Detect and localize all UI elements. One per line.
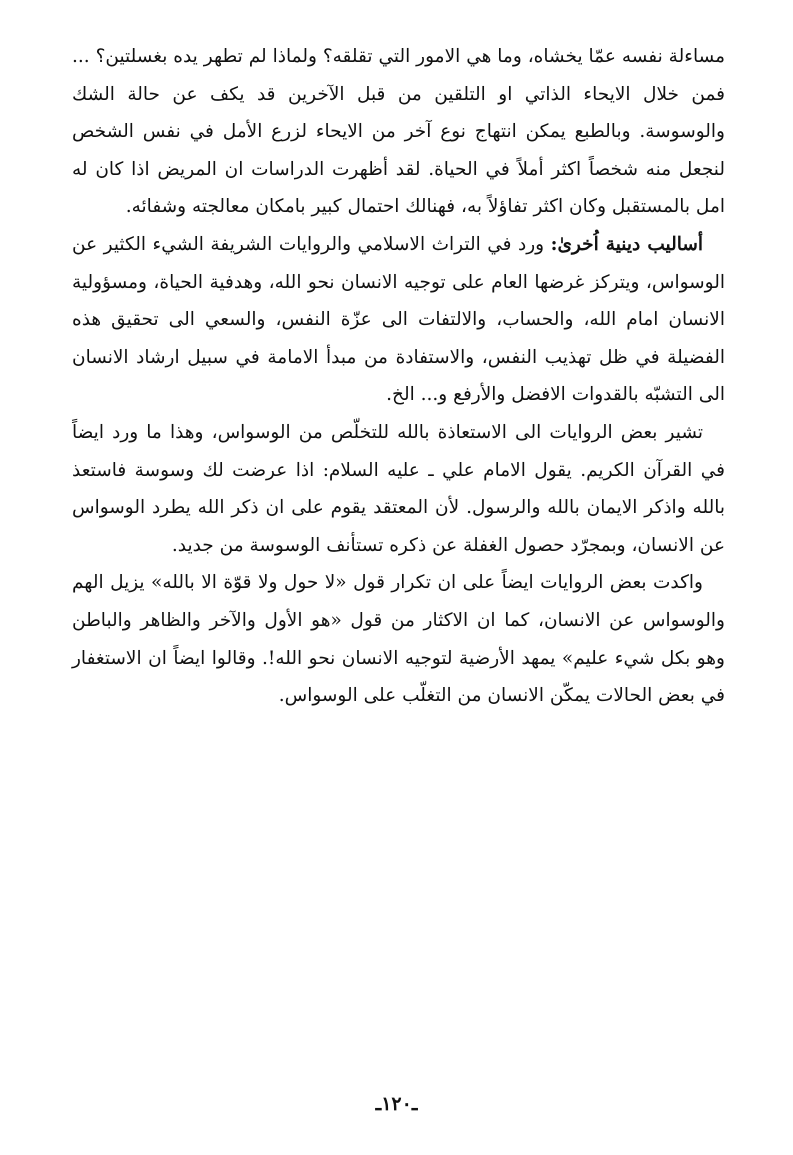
paragraph-1-text: مساءلة نفسه عمّا يخشاه، وما هي الامور التي تقلقه؟ ولماذا لم تطهر يده بغسلتين؟ ... فمن خلال الايحاء الذاتي او التلقين من قبل الآخرين قد يكف عن حالة الشك والوسوسة. وبالطبع يمكن انتهاج نوع آخر من الايحاء لزرع الأمل في نفس الشخص لنجعل منه شخصاً اكثر أملاً في الحياة. لقد أظهرت الدراسات ان المريض اذا كان له امل بالمستقبل وكان اكثر تفاؤلاً به، فهنالك احتمال كبير بامكان معالجته وشفائه.: [72, 46, 725, 218]
paragraph-3: [72, 414, 725, 564]
page-body: [72, 38, 725, 715]
page-number: ـ١٢٠ـ: [375, 1093, 418, 1115]
paragraph-2: [72, 226, 725, 414]
paragraph-2-text: ورد في التراث الاسلامي والروايات الشريفة الشيء الكثير عن الوسواس، ويتركز غرضها العام على توجيه الانسان نحو الله، وهدفية الحياة، ومسؤولية الانسان امام الله، والحساب، والالتفات الى عزّة النفس، والسعي الى تحقيق هذه الفضيلة في ظل تهذيب النفس، والاستفادة من مبدأ الامامة في سبيل ارشاد الانسان الى التشبّه بالقدوات الافضل والأرفع و... الخ.: [72, 233, 725, 406]
paragraph-4-text: واكدت بعض الروايات ايضاً على ان تكرار قول «لا حول ولا قوّة الا بالله» يزيل الهم والوسواس عن الانسان، كما ان الاكثار من قول «هو الأول والآخر والظاهر والباطن وهو بكل شيء عليم» يمهد الأرضية لتوجيه الانسان نحو الله!. وقالوا ايضاً ان الاستغفار في بعض الحالات يمكّن الانسان من التغلّب على الوسواس.: [72, 572, 725, 707]
paragraph-3-text: تشير بعض الروايات الى الاستعاذة بالله للتخلّص من الوسواس، وهذا ما ورد ايضاً في القرآن الكريم. يقول الامام علي ـ عليه السلام: اذا عرضت لك وسوسة فاستعذ بالله واذكر الايمان بالله والرسول. لأن المعتقد يقوم على ان ذكر الله يطرد الوسواس عن الانسان، وبمجرّد حصول الغفلة عن ذكره تستأنف الوسوسة من جديد.: [72, 421, 725, 556]
paragraph-1: [72, 38, 725, 226]
paragraph-2-lead: أساليب دينية اُخرىٰ:: [550, 233, 703, 255]
paragraph-4: [72, 564, 725, 714]
